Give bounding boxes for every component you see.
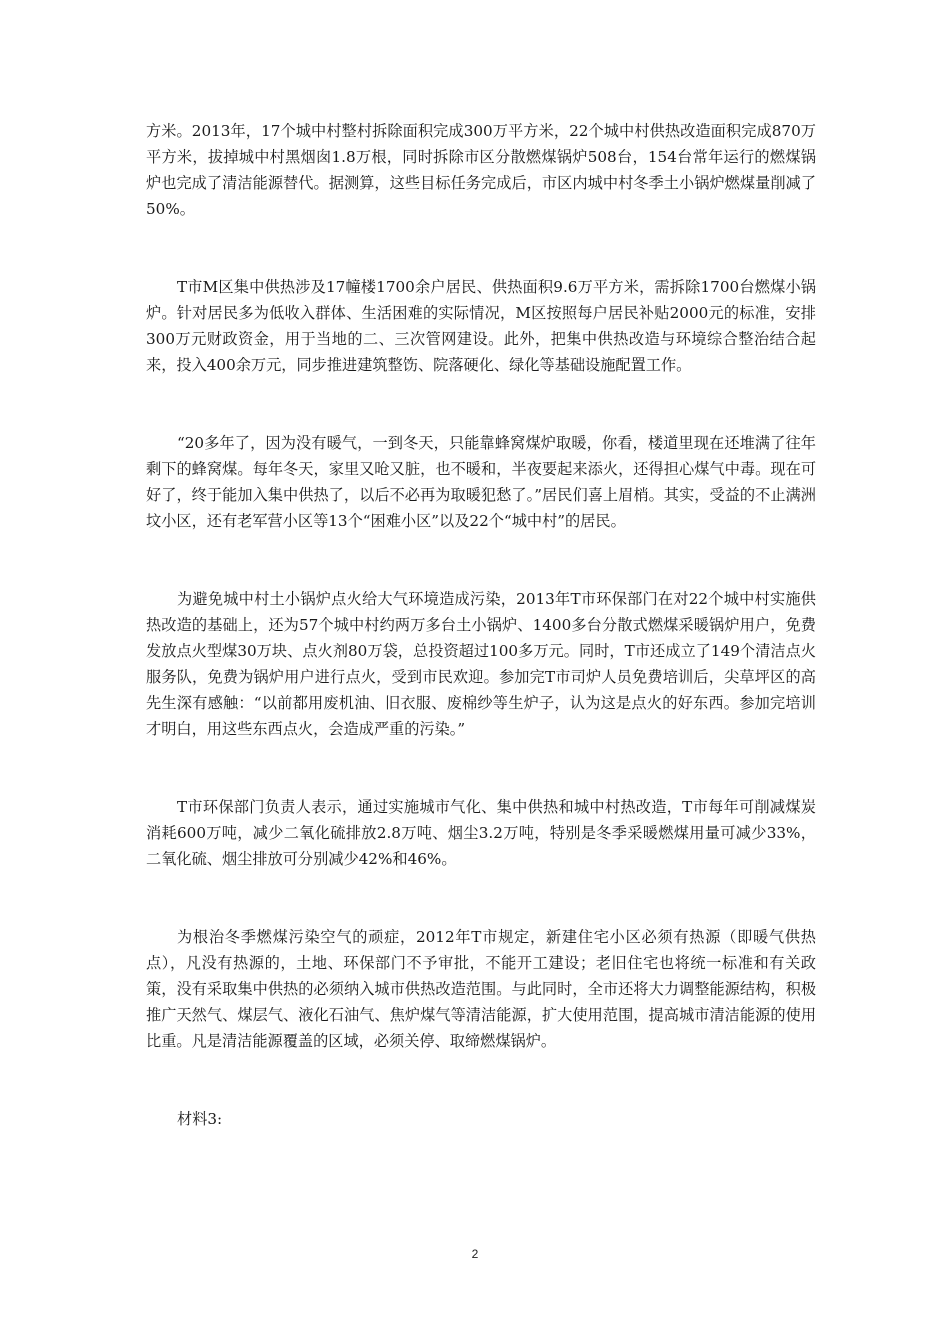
paragraph-5: T市环保部门负责人表示，通过实施城市气化、集中供热和城中村热改造，T市每年可削减煤炭消耗600万吨，减少二氧化硫排放2.8万吨、烟尘3.2万吨，特别是冬季采暖燃煤用量可减少33%，二氧化硫、烟尘排放可分别减少42%和46%。 [146,798,816,868]
document-body [146,118,816,1132]
paragraph-3: “20多年了，因为没有暖气，一到冬天，只能靠蜂窝煤炉取暖，你看，楼道里现在还堆满了往年剩下的蜂窝煤。每年冬天，家里又呛又脏，也不暖和，半夜要起来添火，还得担心煤气中毒。现在可好了，终于能加入集中供热了，以后不必再为取暖犯愁了。”居民们喜上眉梢。其实，受益的不止满洲坟小区，还有老军营小区等13个“困难小区”以及22个“城中村”的居民。 [146,434,816,530]
page-number: 2 [471,1247,479,1261]
paragraph-2: T市M区集中供热涉及17幢楼1700余户居民、供热面积9.6万平方米，需拆除1700台燃煤小锅炉。针对居民多为低收入群体、生活困难的实际情况，M区按照每户居民补贴2000元的标准，安排300万元财政资金，用于当地的二、三次管网建设。此外，把集中供热改造与环境综合整治结合起来，投入400余万元，同步推进建筑整饬、院落硬化、绿化等基础设施配置工作。 [146,278,816,374]
paragraph-4: 为避免城中村土小锅炉点火给大气环境造成污染，2013年T市环保部门在对22个城中村实施供热改造的基础上，还为57个城中村约两万多台土小锅炉、1400多台分散式燃煤采暖锅炉用户，免费发放点火型煤30万块、点火剂80万袋，总投资超过100多万元。同时，T市还成立了149个清洁点火服务队，免费为锅炉用户进行点火，受到市民欢迎。参加完T市司炉人员免费培训后，尖草坪区的高先生深有感触：“以前都用废机油、旧衣服、废棉纱等生炉子，认为这是点火的好东西。参加完培训才明白，用这些东西点火，会造成严重的污染。” [146,590,816,738]
section-heading-material-3: 材料3: [177,1110,223,1128]
paragraph-6: 为根治冬季燃煤污染空气的顽症，2012年T市规定，新建住宅小区必须有热源（即暖气供热点），凡没有热源的，土地、环保部门不予审批，不能开工建设；老旧住宅也将统一标准和有关政策，没有采取集中供热的必须纳入城市供热改造范围。与此同时，全市还将大力调整能源结构，积极推广天然气、煤层气、液化石油气、焦炉煤气等清洁能源，扩大使用范围，提高城市清洁能源的使用比重。凡是清洁能源覆盖的区域，必须关停、取缔燃煤锅炉。 [146,928,816,1050]
paragraph-1: 方米。2013年，17个城中村整村拆除面积完成300万平方米，22个城中村供热改造面积完成870万平方米，拔掉城中村黑烟囱1.8万根，同时拆除市区分散燃煤锅炉508台，154台常年运行的燃煤锅炉也完成了清洁能源替代。据测算，这些目标任务完成后，市区内城中村冬季土小锅炉燃煤量削减了50%。 [146,122,816,218]
